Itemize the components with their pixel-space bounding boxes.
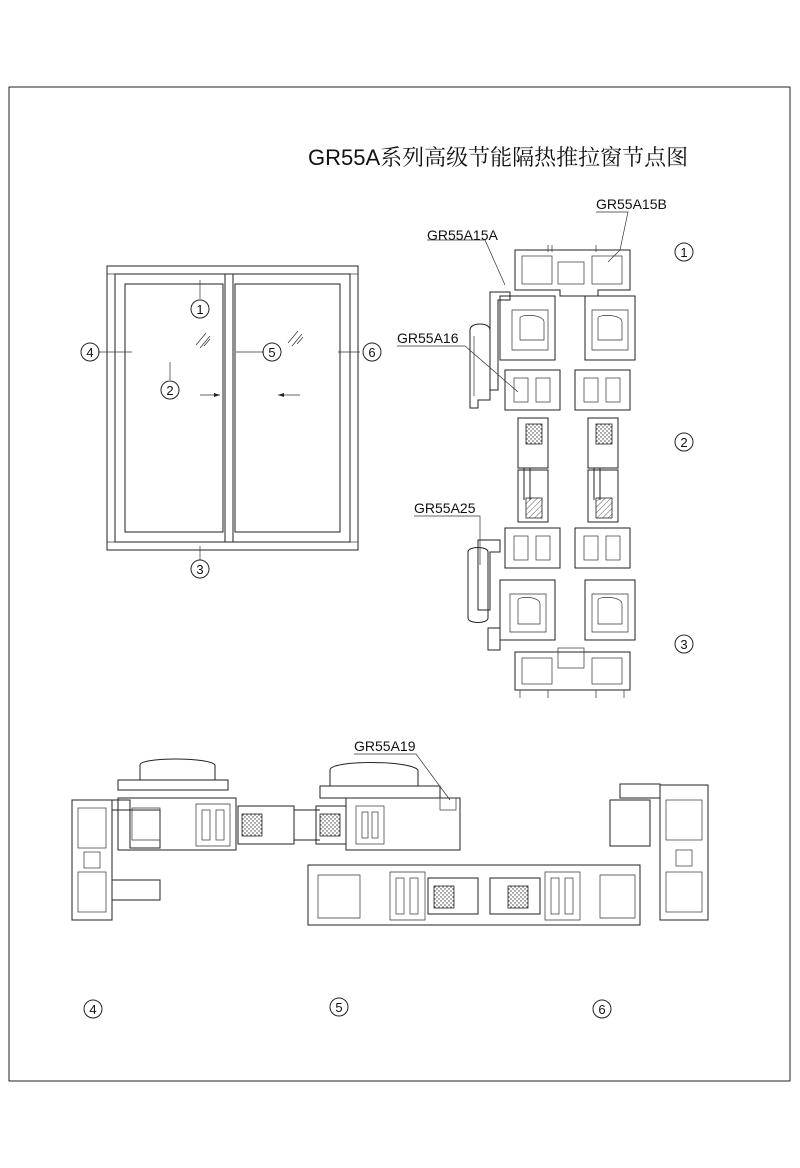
marker-5-bottom (330, 998, 348, 1016)
svg-text:5: 5 (335, 1000, 343, 1015)
svg-text:4: 4 (86, 345, 94, 360)
marker-3-elevation (191, 560, 209, 578)
svg-text:3: 3 (680, 637, 688, 652)
svg-text:1: 1 (196, 302, 204, 317)
marker-2-section (675, 433, 693, 451)
svg-text:GR55A16: GR55A16 (397, 330, 459, 346)
marker-3-section (675, 635, 693, 653)
svg-text:3: 3 (196, 562, 204, 577)
svg-text:6: 6 (368, 345, 376, 360)
window-elevation (98, 266, 360, 560)
page-title: GR55A系列高级节能隔热推拉窗节点图 (308, 145, 689, 170)
horizontal-section (72, 759, 708, 925)
marker-4-bottom (84, 1000, 102, 1018)
svg-text:1: 1 (680, 245, 688, 260)
marker-6-elevation (363, 343, 381, 361)
marker-5-elevation (263, 343, 281, 361)
marker-6-bottom (593, 1000, 611, 1018)
svg-text:4: 4 (89, 1002, 97, 1017)
svg-text:5: 5 (268, 345, 276, 360)
marker-2-elevation (161, 381, 179, 399)
svg-text:2: 2 (166, 383, 174, 398)
sheet-border (9, 87, 790, 1081)
label-gr55a15a (427, 227, 505, 285)
svg-text:2: 2 (680, 435, 688, 450)
svg-text:GR55A15A: GR55A15A (427, 227, 498, 243)
svg-text:6: 6 (598, 1002, 606, 1017)
marker-1-elevation (191, 300, 209, 318)
label-gr55a25 (414, 500, 480, 565)
label-gr55a15b (596, 196, 667, 262)
label-gr55a19 (354, 738, 450, 800)
svg-text:GR55A19: GR55A19 (354, 738, 416, 754)
svg-text:GR55A25: GR55A25 (414, 500, 476, 516)
marker-4-elevation (81, 343, 99, 361)
vertical-section (468, 245, 635, 698)
svg-text:GR55A15B: GR55A15B (596, 196, 667, 212)
marker-1-section (675, 243, 693, 261)
